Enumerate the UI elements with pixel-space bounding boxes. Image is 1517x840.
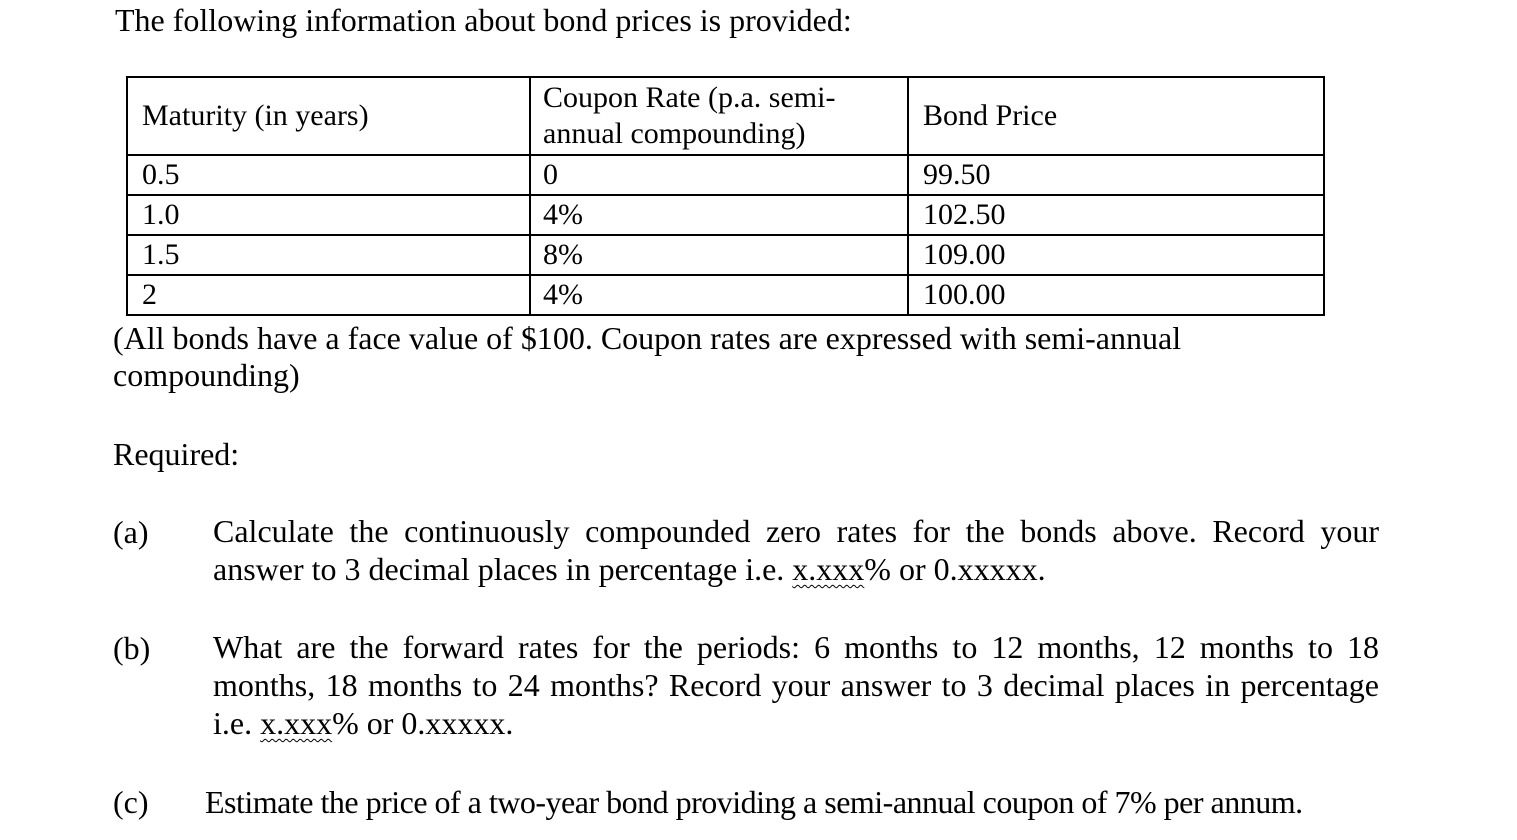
- cell-maturity: 1.5: [127, 235, 530, 275]
- header-maturity: Maturity (in years): [127, 77, 530, 155]
- question-a-format: x.xxx: [792, 551, 865, 587]
- cell-maturity: 0.5: [127, 155, 530, 195]
- question-a-text: [213, 512, 1379, 588]
- table-row: [127, 275, 1324, 315]
- question-a-text-before: Calculate the continuously compounded zero rates for the bonds above. Record your answer to 3 decimal places in percentage i.e.: [213, 513, 1379, 587]
- table-row: [127, 155, 1324, 195]
- cell-price: 99.50: [908, 155, 1324, 195]
- table-row: [127, 195, 1324, 235]
- cell-price: 100.00: [908, 275, 1324, 315]
- question-c-text: Estimate the price of a two-year bond providing a semi-annual coupon of 7% per annum.: [205, 784, 1303, 820]
- question-a-label: (a): [113, 514, 149, 550]
- question-a-text-after: % or 0.xxxxx.: [864, 551, 1046, 587]
- required-heading: Required:: [113, 436, 240, 472]
- question-b-text-before: What are the forward rates for the periods: 6 months to 12 months, 12 months to 18 months, 18 months to 24 months? Record your answer to 3 decimal places in percentage i.e.: [213, 629, 1379, 741]
- question-c-label: (c): [113, 784, 149, 820]
- cell-maturity: 2: [127, 275, 530, 315]
- cell-coupon: 8%: [530, 235, 908, 275]
- question-b-format: x.xxx: [260, 705, 333, 741]
- question-b-text-after: % or 0.xxxxx.: [332, 705, 514, 741]
- question-b-label: (b): [113, 630, 151, 666]
- intro-text: The following information about bond prices is provided:: [115, 2, 852, 38]
- header-coupon-rate: [530, 77, 908, 155]
- cell-coupon: 0: [530, 155, 908, 195]
- cell-price: 102.50: [908, 195, 1324, 235]
- table-note: (All bonds have a face value of $100. Coupon rates are expressed with semi-annual compounding): [113, 320, 1182, 393]
- table-row: [127, 235, 1324, 275]
- question-b-text: [213, 628, 1379, 742]
- bond-table: [126, 76, 1325, 316]
- cell-price: 109.00: [908, 235, 1324, 275]
- table-header-row: [127, 77, 1324, 155]
- header-coupon-rate-label: Coupon Rate (p.a. semi-annual compounding): [543, 81, 836, 150]
- cell-maturity: 1.0: [127, 195, 530, 235]
- cell-coupon: 4%: [530, 275, 908, 315]
- cell-coupon: 4%: [530, 195, 908, 235]
- header-bond-price: Bond Price: [908, 77, 1324, 155]
